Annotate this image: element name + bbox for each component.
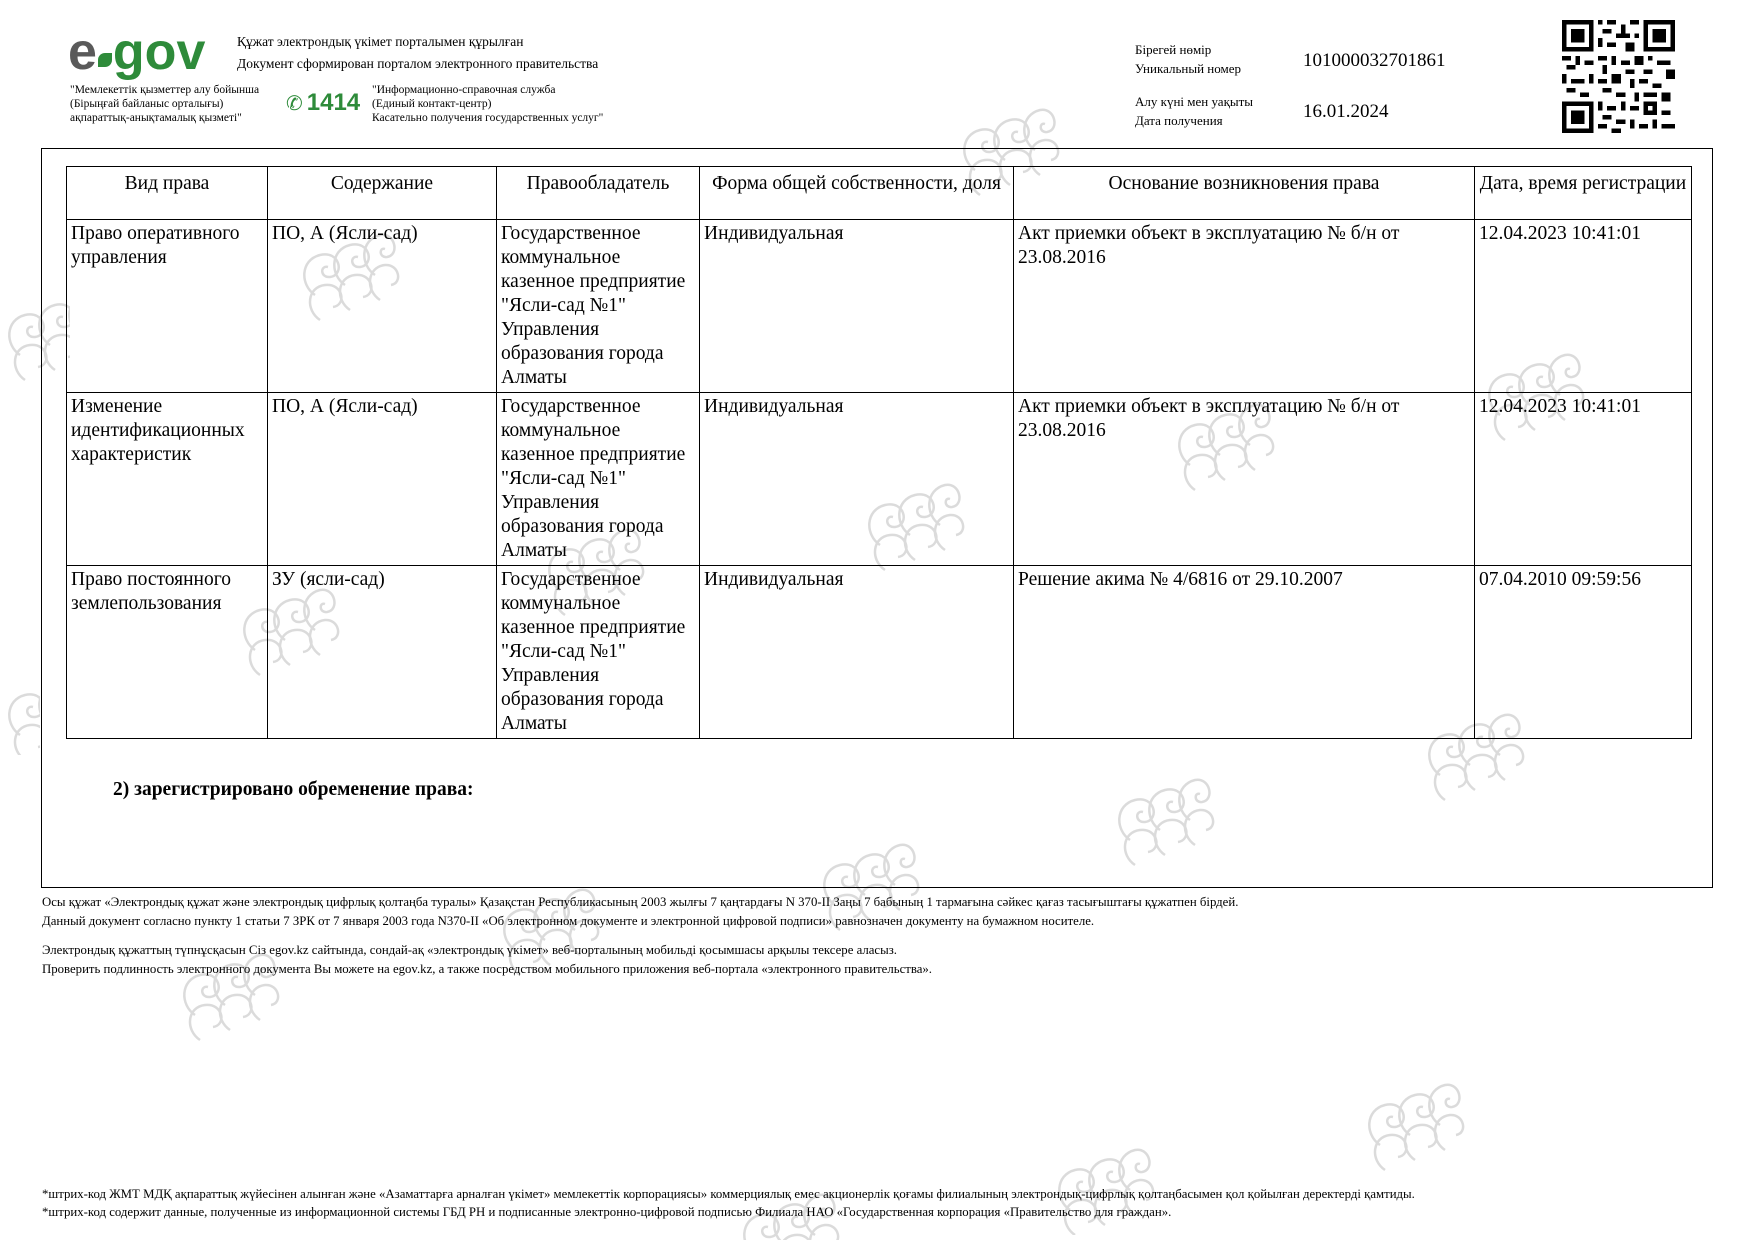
table-cell: Решение акима № 4/6816 от 29.10.2007: [1014, 566, 1475, 739]
table-cell: Государственное коммунальное казенное предприятие "Ясли-сад №1" Управления образования города Алматы: [497, 393, 700, 566]
encumbrance-title: 2) зарегистрировано обременение права:: [113, 779, 474, 800]
column-header: Основание возникновения права: [1014, 167, 1475, 220]
table-cell: ПО, А (Ясли-сад): [268, 220, 497, 393]
receipt-date-value: 16.01.2024: [1303, 101, 1389, 122]
table-cell: Индивидуальная: [700, 393, 1014, 566]
table-cell: Индивидуальная: [700, 220, 1014, 393]
table-cell: Акт приемки объект в эксплуатацию № б/н от 23.08.2016: [1014, 220, 1475, 393]
table-row: [67, 566, 1692, 739]
table-cell: ЗУ (ясли-сад): [268, 566, 497, 739]
contact-phone: ✆ 1414: [286, 89, 361, 116]
barcode-note-ru: *штрих-код содержит данные, полученные из информационной системы ГБД РН и подписанные электронно-цифровой подписью Филиала НАО «Государственная корпорация «Правительство для граждан».: [42, 1205, 1172, 1219]
service-kz: "Мемлекеттік қызметтер алу бойынша (Бірыңғай байланыс орталығы) ақпараттық-анықтамалық қызметі": [70, 84, 260, 124]
column-header: Вид права: [67, 167, 268, 220]
service-ru: "Информационно-справочная служба (Единый контакт-центр) Касательно получения государственных услуг": [372, 84, 604, 124]
legal-note-kz: Осы құжат «Электрондық құжат және электрондық цифрлық қолтаңба туралы» Қазақстан Республикасының 2003 жылғы 7 қаңтардағы N 370-II Заңы 7 бабының 1 тармағына сәйкес қағаз тасығыштағы құжатпен бірдей.: [42, 895, 1239, 909]
verify-note-ru: Проверить подлинность электронного документа Вы можете на egov.kz, а также посредством мобильного приложения веб-портала «электронного правительства».: [42, 962, 933, 976]
table-header-row: [67, 167, 1692, 220]
table-cell: ПО, А (Ясли-сад): [268, 393, 497, 566]
watermark-ornament: [1360, 1075, 1470, 1175]
table-cell: 12.04.2023 10:41:01: [1475, 393, 1692, 566]
column-header: Форма общей собственности, доля: [700, 167, 1014, 220]
table-cell: Государственное коммунальное казенное предприятие "Ясли-сад №1" Управления образования города Алматы: [497, 566, 700, 739]
portal-note: Құжат электрондық үкімет порталымен құрылған Документ сформирован порталом электронного правительства: [237, 34, 599, 71]
table-cell: Индивидуальная: [700, 566, 1014, 739]
table-cell: Акт приемки объект в эксплуатацию № б/н от 23.08.2016: [1014, 393, 1475, 566]
column-header: Правообладатель: [497, 167, 700, 220]
table-row: [67, 393, 1692, 566]
watermark-ornament: [0, 665, 40, 755]
table-cell: 12.04.2023 10:41:01: [1475, 220, 1692, 393]
table-cell: Государственное коммунальное казенное предприятие "Ясли-сад №1" Управления образования города Алматы: [497, 220, 700, 393]
table-cell: Право оперативного управления: [67, 220, 268, 393]
table-cell: 07.04.2010 09:59:56: [1475, 566, 1692, 739]
unique-number-label: Бірегей нөмір Уникальный номер: [1135, 42, 1241, 76]
table-row: [67, 220, 1692, 393]
unique-number-value: 101000032701861: [1303, 50, 1446, 71]
column-header: Дата, время регистрации: [1475, 167, 1692, 220]
table-cell: Право постоянного землепользования: [67, 566, 268, 739]
table-cell: Изменение идентификационных характеристик: [67, 393, 268, 566]
legal-note-ru: Данный документ согласно пункту 1 статьи 7 ЗРК от 7 января 2003 года N370-II «Об электронном документе и электронной цифровой подписи» равнозначен документу на бумажном носителе.: [42, 914, 1095, 928]
column-header: Содержание: [268, 167, 497, 220]
barcode-note-kz: *штрих-код ЖМТ МДҚ ақпараттық жүйесінен алынған және «Азаматтарға арналған үкімет» мемлекеттік корпорациясы» коммерциялық емес акционерлік қоғамы филиалының электрондық-цифрлық қолтаңбасымен қол қойылған деректерді қамтиды.: [42, 1187, 1415, 1201]
receipt-date-label: Алу күні мен уақыты Дата получения: [1135, 94, 1254, 128]
egov-logo: e gov: [68, 23, 206, 81]
rights-table: [66, 166, 1692, 739]
verify-note-kz: Электрондық құжаттың түпнұсқасын Сіз egov.kz сайтында, сондай-ақ «электрондық үкімет» веб-порталының мобильді қосымшасы арқылы тексере аласыз.: [42, 943, 897, 957]
logo-leaf-icon: [98, 53, 112, 67]
qr-code-icon: [1562, 20, 1675, 133]
phone-icon: ✆: [286, 93, 303, 115]
